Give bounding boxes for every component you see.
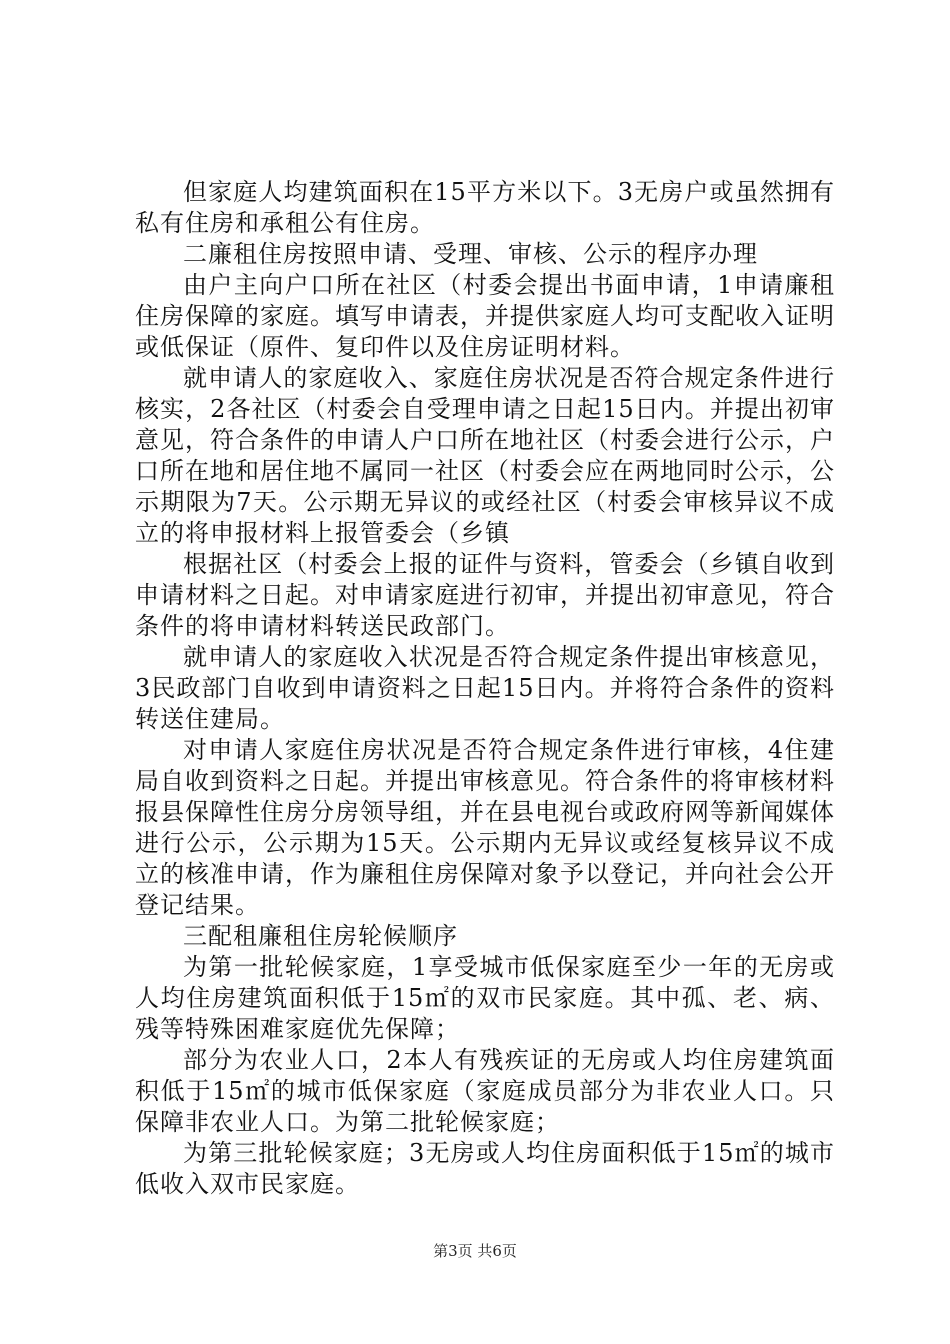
page-number-footer: 第3页 共6页 [433,1242,517,1260]
paragraph-1: 但家庭人均建筑面积在15平方米以下。3无房户或虽然拥有私有住房和承租公有住房。 [135,178,835,237]
paragraph-10: 部分为农业人口，2本人有残疾证的无房或人均住房建筑面积低于15㎡的城市低保家庭（家庭成员部分为非农业人口。只保障非农业人口。为第二批轮候家庭； [135,1046,835,1136]
paragraph-11: 为第三批轮候家庭；3无房或人均住房面积低于15㎡的城市低收入双市民家庭。 [135,1139,835,1198]
paragraph-4: 就申请人的家庭收入、家庭住房状况是否符合规定条件进行核实，2各社区（村委会自受理申请之日起15日内。并提出初审意见，符合条件的申请人户口所在地社区（村委会进行公示，户口所在地和居住地不属同一社区（村委会应在两地同时公示，公示期限为7天。公示期无异议的或经社区（村委会审核异议不成立的将申报材料上报管委会（乡镇 [135,364,835,547]
paragraph-9: 为第一批轮候家庭，1享受城市低保家庭至少一年的无房或人均住房建筑面积低于15㎡的双市民家庭。其中孤、老、病、残等特殊困难家庭优先保障； [135,953,835,1043]
document-body [135,177,835,1200]
paragraph-2: 二廉租住房按照申请、受理、审核、公示的程序办理 [183,240,758,268]
paragraph-5: 根据社区（村委会上报的证件与资料，管委会（乡镇自收到申请材料之日起。对申请家庭进行初审，并提出初审意见，符合条件的将申请材料转送民政部门。 [135,550,835,640]
paragraph-8: 三配租廉租住房轮候顺序 [183,922,458,950]
paragraph-7: 对申请人家庭住房状况是否符合规定条件进行审核，4住建局自收到资料之日起。并提出审核意见。符合条件的将审核材料报县保障性住房分房领导组，并在县电视台或政府网等新闻媒体进行公示，公示期为15天。公示期内无异议或经复核异议不成立的核准申请，作为廉租住房保障对象予以登记，并向社会公开登记结果。 [135,736,835,919]
paragraph-3: 由户主向户口所在社区（村委会提出书面申请，1申请廉租住房保障的家庭。填写申请表，并提供家庭人均可支配收入证明或低保证（原件、复印件以及住房证明材料。 [135,271,835,361]
paragraph-6: 就申请人的家庭收入状况是否符合规定条件提出审核意见，3民政部门自收到申请资料之日起15日内。并将符合条件的资料转送住建局。 [135,643,835,733]
